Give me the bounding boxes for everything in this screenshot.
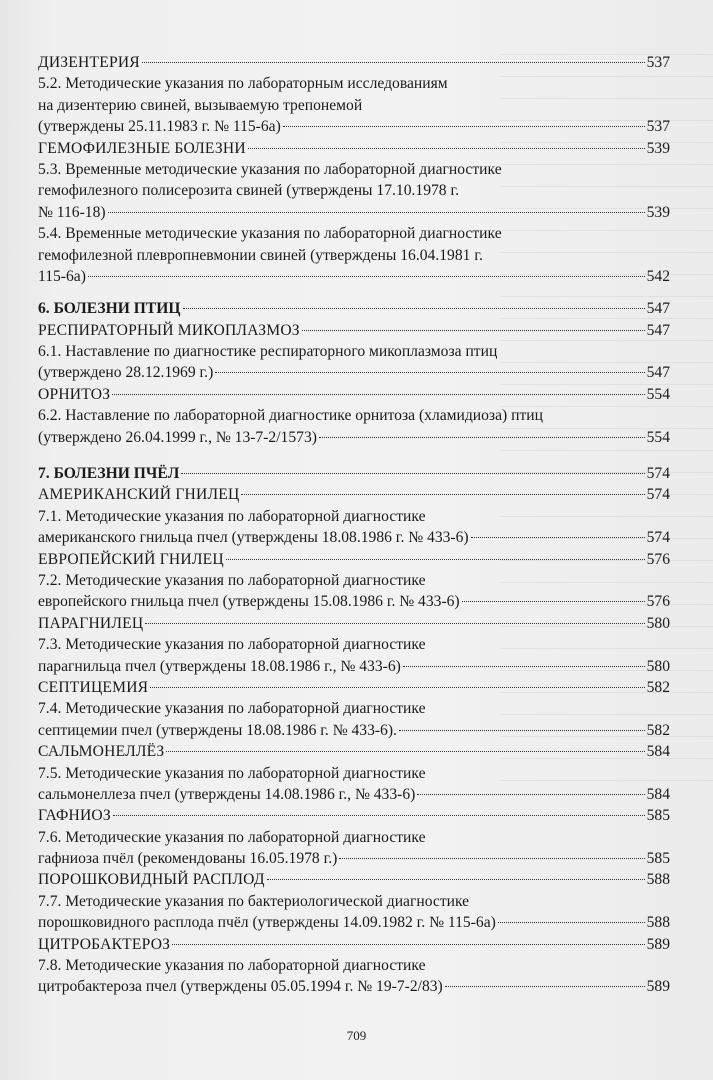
toc-entry: [38, 763, 670, 806]
toc-line: [38, 955, 670, 976]
dot-leader: [498, 922, 645, 923]
toc-entry: [38, 484, 670, 505]
dot-leader: [183, 308, 645, 309]
entry-text: септицемии пчел (утверждены 18.08.1986 г. № 433-6).: [38, 721, 397, 739]
toc-line: [38, 698, 670, 719]
toc-line: [38, 656, 670, 677]
entry-text: 7.5. Методические указания по лабораторной диагностике: [38, 764, 426, 782]
dot-leader: [142, 62, 645, 63]
table-of-contents: [38, 52, 670, 998]
dot-leader: [88, 276, 645, 277]
disease-heading: САЛЬМОНЕЛЛЁЗ: [38, 743, 165, 761]
toc-line: [38, 384, 670, 405]
entry-page-number: 574: [646, 486, 670, 504]
toc-line: [38, 116, 670, 137]
entry-text: 5.3. Временные методические указания по лабораторной диагностике: [38, 160, 502, 178]
entry-page-number: 537: [646, 118, 670, 136]
toc-line: [38, 527, 670, 548]
toc-line: [38, 159, 670, 180]
entry-page-number: 585: [646, 807, 670, 825]
entry-page-number: 574: [646, 465, 670, 483]
entry-page-number: 588: [646, 914, 670, 932]
entry-text: парагнильца пчел (утверждены 18.08.1986 г., № 433-6): [38, 657, 401, 675]
toc-entry: [38, 52, 670, 73]
disease-heading: ЕВРОПЕЙСКИЙ ГНИЛЕЦ: [38, 550, 224, 568]
toc-entry: [38, 891, 670, 934]
toc-entry: [38, 320, 670, 341]
entry-text: (утверждено 26.04.1999 г., № 13-7-2/1573): [38, 428, 317, 446]
toc-line: [38, 266, 670, 287]
toc-line: [38, 677, 670, 698]
toc-entry: [38, 805, 670, 826]
section-heading: 6. БОЛЕЗНИ ПТИЦ: [38, 300, 181, 318]
entry-text: порошковидного расплода пчёл (утверждены 14.09.1982 г. № 115-6а): [38, 914, 496, 932]
entry-page-number: 542: [646, 267, 670, 285]
toc-entry: [38, 138, 670, 159]
disease-heading: ОРНИТОЗ: [38, 385, 111, 403]
toc-entry: [38, 698, 670, 741]
toc-entry: [38, 634, 670, 677]
entry-page-number: 582: [646, 721, 670, 739]
dot-leader: [226, 559, 645, 560]
entry-text: 115-6а): [38, 267, 86, 285]
toc-entry: [38, 384, 670, 405]
toc-line: [38, 912, 670, 933]
toc-entry: [38, 223, 670, 287]
toc-line: [38, 976, 670, 997]
toc-entry: [38, 405, 670, 448]
toc-line: [38, 763, 670, 784]
entry-text: цитробактероза пчел (утверждены 05.05.1994 г. № 19-7-2/83): [38, 978, 443, 996]
dot-leader: [445, 986, 645, 987]
toc-line: [38, 223, 670, 244]
dot-leader: [248, 148, 645, 149]
entry-text: 7.3. Методические указания по лабораторной диагностике: [38, 636, 426, 654]
entry-text: гафниоза пчёл (рекомендованы 16.05.1978 г.): [38, 850, 338, 868]
entry-page-number: 574: [646, 529, 670, 547]
dot-leader: [471, 537, 645, 538]
toc-line: [38, 869, 670, 890]
toc-entry: [38, 570, 670, 613]
disease-heading: СЕПТИЦЕМИЯ: [38, 678, 149, 696]
entry-text: 6.1. Наставление по диагностике респираторного микоплазмоза птиц: [38, 343, 498, 361]
disease-heading: ЦИТРОБАКТЕРОЗ: [38, 935, 171, 953]
toc-entry: [38, 869, 670, 890]
toc-entry: [38, 677, 670, 698]
dot-leader: [215, 372, 644, 373]
entry-page-number: 547: [646, 364, 670, 382]
dot-leader: [319, 437, 645, 438]
entry-page-number: 589: [646, 978, 670, 996]
dot-leader: [181, 473, 644, 474]
toc-line: [38, 180, 670, 201]
entry-page-number: 584: [646, 743, 670, 761]
entry-page-number: 576: [646, 593, 670, 611]
toc-line: [38, 245, 670, 266]
toc-line: [38, 613, 670, 634]
toc-line: [38, 591, 670, 612]
toc-entry: [38, 463, 670, 484]
entry-page-number: 582: [646, 678, 670, 696]
toc-line: [38, 52, 670, 73]
entry-page-number: 588: [646, 871, 670, 889]
disease-heading: ДИЗЕНТЕРИЯ: [38, 54, 140, 71]
entry-page-number: 580: [646, 614, 670, 632]
entry-page-number: 547: [646, 321, 670, 339]
toc-line: [38, 95, 670, 116]
entry-text: на дизентерию свиней, вызываемую трепонемой: [38, 96, 363, 114]
toc-line: [38, 827, 670, 848]
toc-line: [38, 463, 670, 484]
entry-text: 7.8. Методические указания по лабораторной диагностике: [38, 957, 426, 975]
toc-entry: [38, 506, 670, 549]
toc-line: [38, 320, 670, 341]
toc-line: [38, 138, 670, 159]
dot-leader: [302, 330, 645, 331]
entry-text: 5.2. Методические указания по лабораторным исследованиям: [38, 75, 448, 93]
toc-entry: [38, 741, 670, 762]
entry-page-number: 576: [646, 550, 670, 568]
dot-leader: [172, 944, 644, 945]
entry-page-number: 539: [646, 203, 670, 221]
section-heading: 7. БОЛЕЗНИ ПЧЁЛ: [38, 465, 180, 483]
entry-text: 6.2. Наставление по лабораторной диагностике орнитоза (хламидиоза) птиц: [38, 407, 543, 425]
toc-entry: [38, 159, 670, 223]
entry-text: 7.4. Методические указания по лабораторной диагностике: [38, 700, 426, 718]
dot-leader: [166, 751, 644, 752]
toc-line: [38, 362, 670, 383]
entry-text: 5.4. Временные методические указания по лабораторной диагностике: [38, 225, 502, 243]
entry-text: гемофилезного полисерозита свиней (утверждены 17.10.1978 г.: [38, 182, 460, 200]
toc-line: [38, 427, 670, 448]
entry-page-number: 589: [646, 935, 670, 953]
toc-line: [38, 506, 670, 527]
dot-leader: [113, 815, 645, 816]
toc-line: [38, 934, 670, 955]
toc-line: [38, 805, 670, 826]
dot-leader: [283, 126, 645, 127]
disease-heading: ГЕМОФИЛЕЗНЫЕ БОЛЕЗНИ: [38, 139, 246, 157]
entry-text: европейского гнильца пчел (утверждены 15.08.1986 г. № 433-6): [38, 593, 460, 611]
disease-heading: ГАФНИОЗ: [38, 807, 111, 825]
entry-page-number: 580: [646, 657, 670, 675]
toc-entry: [38, 341, 670, 384]
entry-text: сальмонеллеза пчел (утверждены 14.08.1986 г., № 433-6): [38, 785, 416, 803]
toc-line: [38, 202, 670, 223]
dot-leader: [462, 601, 645, 602]
entry-text: 7.7. Методические указания по бактериологической диагностике: [38, 892, 470, 910]
entry-text: № 116-18): [38, 203, 106, 221]
entry-page-number: 585: [646, 850, 670, 868]
disease-heading: ПАРАГНИЛЕЦ: [38, 614, 144, 632]
dot-leader: [399, 730, 645, 731]
toc-entry: [38, 827, 670, 870]
toc-entry: [38, 955, 670, 998]
toc-line: [38, 720, 670, 741]
entry-text: американского гнильца пчел (утверждены 18.08.1986 г. № 433-6): [38, 529, 469, 547]
dot-leader: [150, 687, 644, 688]
toc-line: [38, 341, 670, 362]
disease-heading: РЕСПИРАТОРНЫЙ МИКОПЛАЗМОЗ: [38, 321, 300, 339]
page-number: 709: [346, 1028, 367, 1043]
toc-line: [38, 73, 670, 94]
disease-heading: ПОРОШКОВИДНЫЙ РАСПЛОД: [38, 871, 265, 889]
toc-entry: [38, 549, 670, 570]
toc-line: [38, 298, 670, 319]
dot-leader: [241, 494, 644, 495]
toc-line: [38, 784, 670, 805]
entry-page-number: 539: [646, 139, 670, 157]
toc-line: [38, 848, 670, 869]
toc-line: [38, 741, 670, 762]
entry-page-number: 554: [646, 428, 670, 446]
entry-page-number: 584: [646, 785, 670, 803]
entry-page-number: 547: [646, 300, 670, 318]
toc-entry: [38, 73, 670, 137]
disease-heading: АМЕРИКАНСКИЙ ГНИЛЕЦ: [38, 486, 240, 504]
entry-text: 7.1. Методические указания по лабораторной диагностике: [38, 507, 426, 525]
toc-line: [38, 549, 670, 570]
toc-line: [38, 405, 670, 426]
toc-line: [38, 634, 670, 655]
toc-entry: [38, 934, 670, 955]
dot-leader: [417, 794, 644, 795]
entry-text: 7.2. Методические указания по лабораторной диагностике: [38, 571, 426, 589]
entry-text: 7.6. Методические указания по лабораторной диагностике: [38, 828, 426, 846]
dot-leader: [339, 858, 644, 859]
entry-page-number: 537: [646, 54, 670, 71]
dot-leader: [112, 394, 644, 395]
entry-page-number: 554: [646, 385, 670, 403]
toc-entry: [38, 613, 670, 634]
dot-leader: [145, 623, 644, 624]
toc-line: [38, 570, 670, 591]
toc-line: [38, 484, 670, 505]
dot-leader: [108, 212, 645, 213]
entry-text: (утверждены 25.11.1983 г. № 115-6а): [38, 118, 281, 136]
entry-text: гемофилезной плевропневмонии свиней (утверждены 16.04.1981 г.: [38, 246, 483, 264]
toc-entry: [38, 298, 670, 319]
entry-text: (утверждено 28.12.1969 г.): [38, 364, 214, 382]
toc-line: [38, 891, 670, 912]
dot-leader: [267, 879, 645, 880]
dot-leader: [403, 666, 645, 667]
